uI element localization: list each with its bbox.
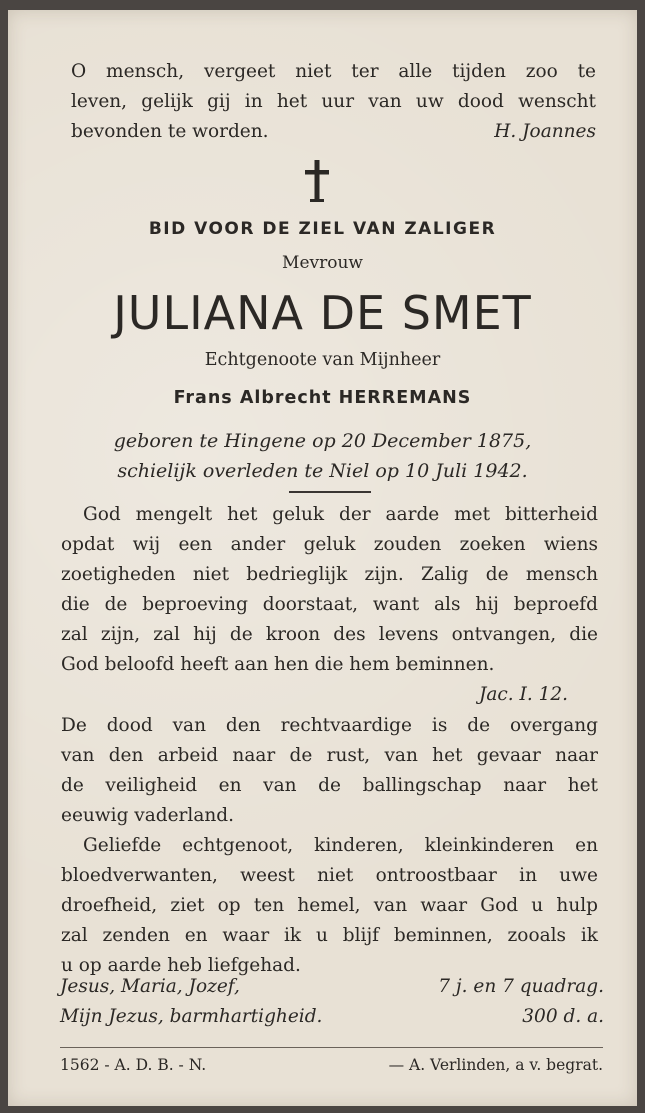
honorific: Mevrouw	[282, 253, 363, 273]
quote-line: leven, gelijk gij in het uur van uw dood wenscht	[71, 91, 596, 112]
death-text-line: van den arbeid naar de rust, van het gevaar naar	[61, 745, 598, 766]
farewell-line: u op aarde heb liefgehad.	[61, 955, 301, 976]
quote-last-row	[71, 117, 596, 147]
indulgence-value: 7 j. en 7 quadrag.	[438, 976, 604, 997]
indulgence-value: 300 d. a.	[522, 1006, 604, 1027]
life-dates	[8, 426, 637, 486]
scripture-reference: Jac. I. 12.	[478, 684, 568, 705]
scripture-line: zoetigheden niet bedrieglijk zijn. Zalig de mensch	[61, 564, 598, 585]
prayer-heading: BID VOOR DE ZIEL VAN ZALIGER	[148, 219, 497, 239]
spouse-name: Frans Albrecht HERREMANS	[173, 388, 472, 408]
scripture-line: zal zijn, zal hij de kroon des levens ontvangen, die	[61, 624, 598, 645]
indulgence-prayer: Jesus, Maria, Jozef,	[60, 976, 240, 997]
cross-icon	[304, 158, 330, 204]
scripture-line: die de beproeving doorstaat, want als hij beproefd	[61, 594, 598, 615]
printer-name: — A. Verlinden, a v. begrat.	[388, 1056, 603, 1074]
indulgence-prayer: Mijn Jezus, barmhartigheid.	[60, 1006, 323, 1027]
indulgence-row	[60, 976, 604, 997]
death-text-line: De dood van den rechtvaardige is de overgang	[61, 715, 598, 736]
birth-line: geboren te Hingene op 20 December 1875,	[113, 430, 532, 452]
scripture-text	[61, 500, 598, 710]
farewell-text	[61, 831, 598, 981]
printer-footer	[60, 1056, 603, 1074]
death-text-line: de veiligheid en van de ballingschap naar het	[61, 775, 598, 796]
scripture-line: opdat wij een ander geluk zouden zoeken wiens	[61, 534, 598, 555]
death-text	[61, 711, 598, 831]
footer-divider	[60, 1047, 603, 1048]
indulgence-row	[60, 1006, 604, 1027]
farewell-line: bloedverwanten, weest niet ontroostbaar in uwe	[61, 865, 598, 886]
spouse-intro: Echtgenoote van Mijnheer	[204, 350, 441, 370]
print-code: 1562 - A. D. B. - N.	[60, 1056, 207, 1074]
scripture-line: God beloofd heeft aan hen die hem beminnen.	[61, 654, 495, 675]
opening-quote	[71, 57, 596, 147]
farewell-line: zal zenden en waar ik u blijf beminnen, zooals ik	[61, 925, 598, 946]
deceased-name: JULIANA DE SMET	[113, 286, 532, 340]
quote-line: bevonden te worden.	[71, 121, 269, 142]
quote-attribution: H. Joannes	[494, 121, 596, 142]
quote-line: O mensch, vergeet niet ter alle tijden zoo te	[71, 61, 596, 82]
farewell-line: droefheid, ziet op ten hemel, van waar God u hulp	[61, 895, 598, 916]
scripture-line: God mengelt het geluk der aarde met bitterheid	[83, 504, 598, 525]
death-line: schielijk overleden te Niel op 10 Juli 1942.	[117, 460, 528, 482]
memorial-card	[8, 10, 637, 1106]
divider	[289, 491, 371, 493]
death-text-line: eeuwig vaderland.	[61, 805, 234, 826]
farewell-line: Geliefde echtgenoot, kinderen, kleinkinderen en	[83, 835, 598, 856]
